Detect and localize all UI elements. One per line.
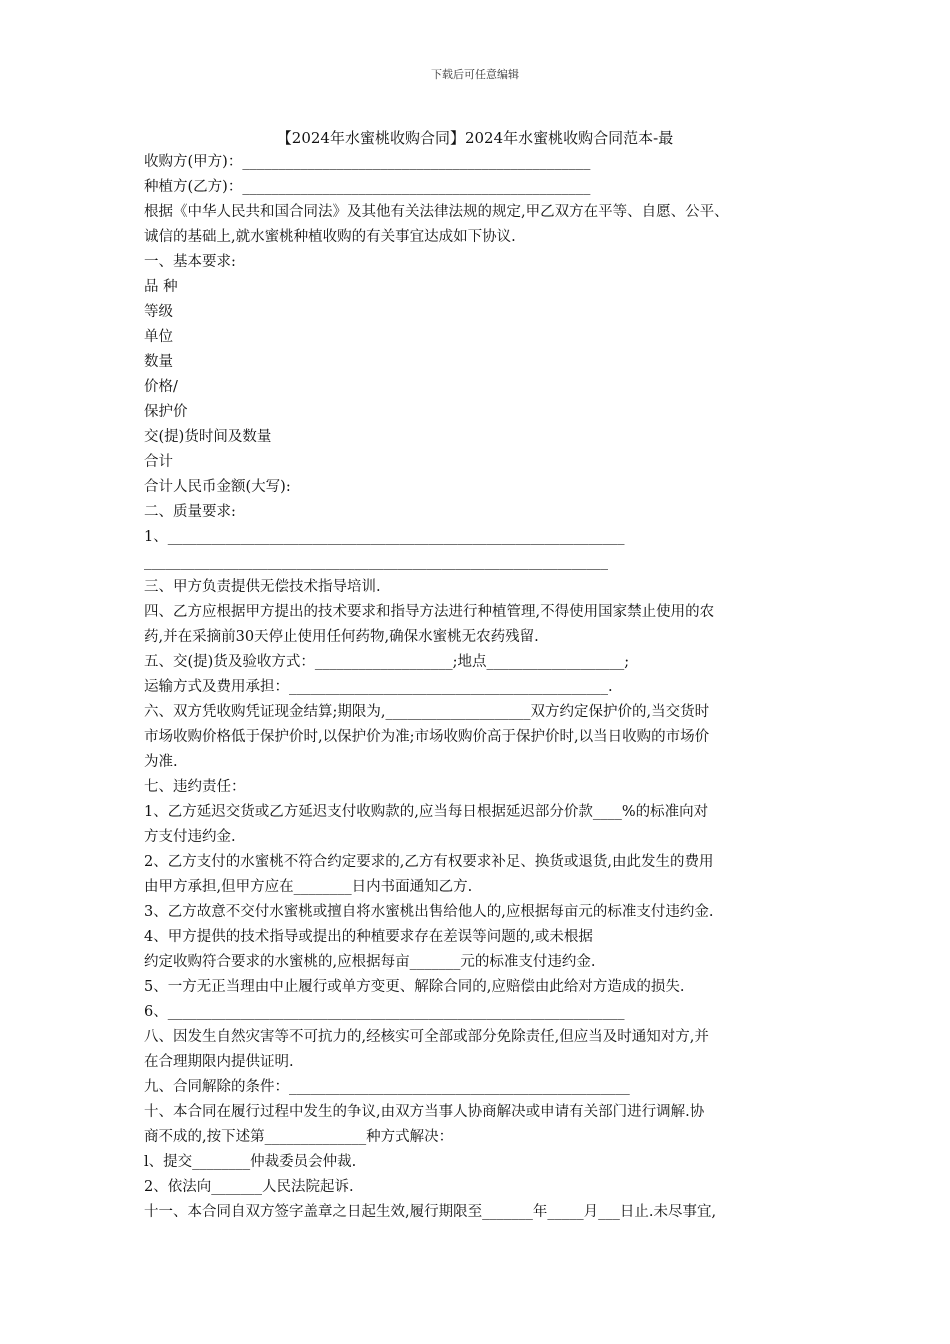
document-line: 四、乙方应根据甲方提出的技术要求和指导方法进行种植管理,不得使用国家禁止使用的农 <box>144 604 715 620</box>
document-line: 1、_______________________________________________________________ <box>144 529 625 545</box>
document-line: 约定收购符合要求的水蜜桃的,应根据每亩_______元的标准支付违约金. <box>144 954 596 970</box>
header-note: 下载后可任意编辑 <box>431 68 519 81</box>
document-line: 品 种 <box>144 279 178 295</box>
document-line: 十一、本合同自双方签字盖章之日起生效,履行期限至_______年_____月___日止.未尽事宜, <box>144 1204 717 1220</box>
document-line: 2、乙方支付的水蜜桃不符合约定要求的,乙方有权要求补足、换货或退货,由此发生的费用 <box>144 854 714 870</box>
document-line: 4、甲方提供的技术指导或提出的种植要求存在差误等问题的,或未根据 <box>144 929 593 945</box>
document-line: 单位 <box>144 329 173 345</box>
document-body <box>144 150 824 1225</box>
document-line: 价格/ <box>144 379 178 395</box>
document-line: 八、因发生自然灾害等不可抗力的,经核实可全部或部分免除责任,但应当及时通知对方,并 <box>144 1029 709 1045</box>
document-line: 5、一方无正当理由中止履行或单方变更、解除合同的,应赔偿由此给对方造成的损失. <box>144 979 685 995</box>
document-line: 七、违约责任： <box>144 779 246 795</box>
document-line: 九、合同解除的条件：_______________________________________________ <box>144 1079 630 1095</box>
document-title: 【2024年水蜜桃收购合同】2024年水蜜桃收购合同范本-最 <box>276 129 674 147</box>
document-line: 二、质量要求: <box>144 504 236 520</box>
document-line: 商不成的,按下述第______________种方式解决： <box>144 1129 454 1145</box>
document-line: 运输方式及费用承担：____________________________________________. <box>144 679 613 695</box>
document-line: 保护价 <box>144 404 188 420</box>
document-line: 为准. <box>144 754 178 770</box>
document-line: 6、_______________________________________________________________ <box>144 1004 625 1020</box>
document-line: 三、甲方负责提供无偿技术指导培训. <box>144 579 381 595</box>
document-line: 六、双方凭收购凭证现金结算;期限为,____________________双方约定保护价的,当交货时 <box>144 704 710 720</box>
document-line: 五、交(提)货及验收方式：___________________;地点___________________; <box>144 654 630 670</box>
document-line: 3、乙方故意不交付水蜜桃或擅自将水蜜桃出售给他人的,应根据每亩元的标准支付违约金. <box>144 904 714 920</box>
document-line: ________________________________________________________________ <box>144 554 608 570</box>
document-line: 市场收购价格低于保护价时,以保护价为准;市场收购价高于保护价时,以当日收购的市场价 <box>144 729 710 745</box>
document-line: 方支付违约金. <box>144 829 236 845</box>
document-line: 合计 <box>144 454 173 470</box>
document-line: 一、基本要求: <box>144 254 236 270</box>
document-line: 在合理期限内提供证明. <box>144 1054 294 1070</box>
document-line: 等级 <box>144 304 173 320</box>
document-line: 诚信的基础上,就水蜜桃种植收购的有关事宜达成如下协议. <box>144 229 516 245</box>
document-line: 交(提)货时间及数量 <box>144 429 272 445</box>
document-line: 药,并在采摘前30天停止使用任何药物,确保水蜜桃无农药残留. <box>144 629 539 645</box>
document-line: 根据《中华人民共和国合同法》及其他有关法律法规的规定,甲乙双方在平等、自愿、公平、 <box>144 204 729 220</box>
document-line: 由甲方承担,但甲方应在________日内书面通知乙方. <box>144 879 473 895</box>
document-line: 合计人民币金额(大写): <box>144 479 291 495</box>
document-line: 收购方(甲方)：________________________________________________ <box>144 154 591 170</box>
document-line: l、提交________仲裁委员会仲裁. <box>144 1154 357 1170</box>
document-line: 数量 <box>144 354 173 370</box>
document-line: 2、依法向_______人民法院起诉. <box>144 1179 354 1195</box>
document-line: 种植方(乙方)：________________________________________________ <box>144 179 591 195</box>
document-line: 十、本合同在履行过程中发生的争议,由双方当事人协商解决或申请有关部门进行调解.协 <box>144 1104 705 1120</box>
document-line: 1、乙方延迟交货或乙方延迟支付收购款的,应当每日根据延迟部分价款____%的标准向对 <box>144 804 709 820</box>
